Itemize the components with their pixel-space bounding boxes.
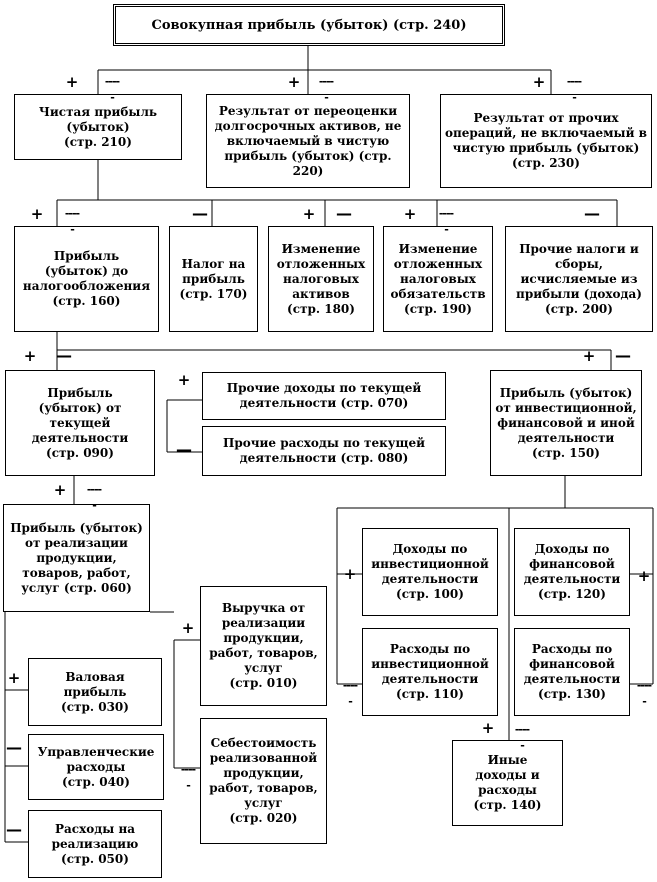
plus-sign: + (637, 567, 651, 585)
node-net-profit: Чистая прибыль (убыток) (стр. 210) (14, 94, 182, 160)
node-sales-profit: Прибыль (убыток) от реализации продукции, товаров, работ, услуг (стр. 060) (3, 504, 150, 612)
minus-sign: — (6, 738, 22, 757)
node-other-income-expenses: Иные доходы и расходы (стр. 140) (452, 740, 563, 826)
plus-sign: + (532, 73, 546, 91)
node-revaluation-result: Результат от переоценки долгосрочных активов, не включаемый в чистую прибыль (убыток) (стр. 220) (206, 94, 410, 188)
node-deferred-tax-assets: Изменение отложенных налоговых активов (стр. 180) (268, 226, 374, 332)
plus-sign: + (30, 205, 44, 223)
node-admin-expenses: Управленческие расходы (стр. 040) (28, 734, 164, 800)
node-total-comprehensive-income: Совокупная прибыль (убыток) (стр. 240) (113, 4, 505, 46)
minus-sign: — (6, 820, 22, 839)
dash-sign: ----- (636, 679, 652, 708)
dash-sign: ----- (318, 75, 334, 104)
minus-sign: — (176, 440, 192, 459)
node-current-activity-profit: Прибыль (убыток) от текущей деятельности (стр. 090) (5, 370, 155, 476)
node-financial-expenses: Расходы по финансовой деятельности (стр. 130) (514, 628, 630, 716)
dash-sign: ----- (514, 723, 530, 752)
plus-sign: + (481, 719, 495, 737)
minus-sign: — (56, 346, 72, 365)
node-financial-income: Доходы по финансовой деятельности (стр. 120) (514, 528, 630, 616)
plus-sign: + (403, 205, 417, 223)
plus-sign: + (23, 347, 37, 365)
node-other-taxes: Прочие налоги и сборы, исчисляемые из прибыли (дохода) (стр. 200) (505, 226, 653, 332)
node-investment-expenses: Расходы по инвестиционной деятельности (стр. 110) (362, 628, 498, 716)
node-cost-of-sales: Себестоимость реализованной продукции, работ, товаров, услуг (стр. 020) (200, 718, 327, 844)
dash-sign: ----- (438, 207, 454, 236)
node-other-current-income: Прочие доходы по текущей деятельности (стр. 070) (202, 372, 446, 420)
node-pretax-profit: Прибыль (убыток) до налогообложения (стр. 160) (14, 226, 159, 332)
node-income-tax: Налог на прибыль (стр. 170) (169, 226, 258, 332)
minus-sign: — (192, 204, 208, 223)
plus-sign: + (582, 347, 596, 365)
dash-sign: ----- (86, 483, 102, 512)
plus-sign: + (65, 73, 79, 91)
dash-sign: ----- (64, 207, 80, 236)
node-other-operations-result: Результат от прочих операций, не включаемый в чистую прибыль (убыток) (стр. 230) (440, 94, 652, 188)
node-deferred-tax-liabilities: Изменение отложенных налоговых обязательств (стр. 190) (383, 226, 493, 332)
plus-sign: + (7, 669, 21, 687)
minus-sign: — (584, 204, 600, 223)
plus-sign: + (177, 371, 191, 389)
plus-sign: + (343, 565, 357, 583)
node-other-current-expenses: Прочие расходы по текущей деятельности (стр. 080) (202, 426, 446, 476)
node-investment-financial-profit: Прибыль (убыток) от инвестиционной, финансовой и иной деятельности (стр. 150) (490, 370, 642, 476)
plus-sign: + (302, 205, 316, 223)
node-gross-profit: Валовая прибыль (стр. 030) (28, 658, 162, 726)
node-sales-revenue: Выручка от реализации продукции, работ, товаров, услуг (стр. 010) (200, 586, 327, 706)
dash-sign: ----- (566, 75, 582, 104)
minus-sign: — (615, 346, 631, 365)
node-selling-expenses: Расходы на реализацию (стр. 050) (28, 810, 162, 878)
dash-sign: ----- (104, 75, 120, 104)
dash-sign: ----- (342, 679, 358, 708)
node-investment-income: Доходы по инвестиционной деятельности (стр. 100) (362, 528, 498, 616)
minus-sign: — (336, 204, 352, 223)
plus-sign: + (53, 481, 67, 499)
plus-sign: + (287, 73, 301, 91)
dash-sign: ----- (180, 763, 196, 792)
plus-sign: + (181, 619, 195, 637)
